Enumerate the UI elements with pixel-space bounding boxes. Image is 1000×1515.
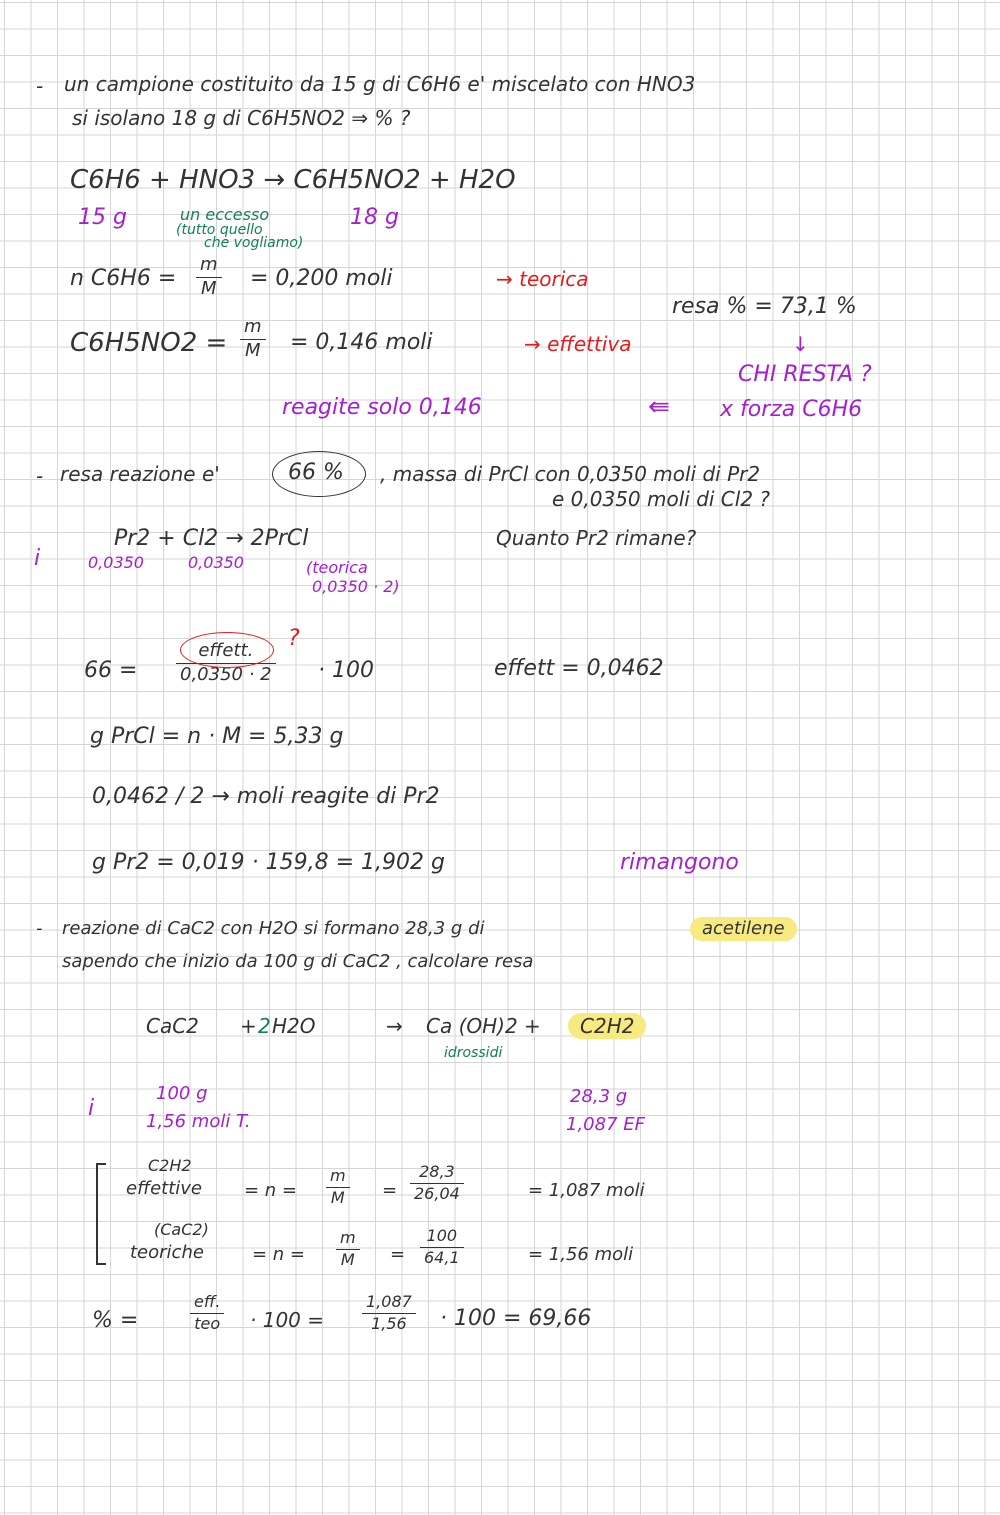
eff-value-fraction xyxy=(410,1164,464,1203)
eq-cac2: CaC2 xyxy=(146,1014,199,1038)
problem1-line1: un campione costituito da 15 g di C6H6 e' miscelato con HNO3 xyxy=(64,72,696,96)
hydroxides-note: idrossidi xyxy=(444,1045,503,1061)
eff-label: effettive xyxy=(126,1178,202,1199)
fraction-denominator: M xyxy=(245,339,261,361)
initial-label: i xyxy=(88,1096,95,1121)
g-pr2-calc: g Pr2 = 0,019 · 159,8 = 1,902 g xyxy=(92,850,445,875)
fraction-denominator: 64,1 xyxy=(424,1247,460,1267)
teo-species: (CaC2) xyxy=(154,1220,209,1239)
left-arrow-icon: ⇚ xyxy=(648,392,670,422)
pct-ratio-fraction xyxy=(190,1294,224,1333)
problem2-line1: resa reazione e' xyxy=(60,462,220,486)
eq-caoh2: Ca (OH)2 + xyxy=(426,1014,541,1038)
reacted-only-note: reagite solo 0,146 xyxy=(282,395,482,420)
circled-yield: 66 % xyxy=(288,460,344,485)
teo-value-fraction xyxy=(420,1228,464,1267)
acetylene-highlight: acetilene xyxy=(690,917,797,941)
yield-equation-times: · 100 xyxy=(318,658,374,683)
question-mark: ? xyxy=(288,626,300,651)
fraction-denominator: M xyxy=(330,1187,345,1207)
fraction-numerator: m xyxy=(326,1168,350,1188)
problem2-line1-rest: , massa di PrCl con 0,0350 moli di Pr2 xyxy=(380,462,761,486)
yield-equation-lhs: 66 = xyxy=(84,658,138,683)
eff-species: C2H2 xyxy=(148,1156,192,1175)
fraction-denominator: 0,0350 · 2 xyxy=(180,663,272,685)
product-mass: 28,3 g xyxy=(570,1086,628,1107)
eff-result: = 1,087 moli xyxy=(528,1180,645,1201)
pct-label: % = xyxy=(92,1308,139,1333)
eq-h2o: H2O xyxy=(272,1014,316,1038)
bullet-dash: - xyxy=(36,74,44,98)
grouping-bracket xyxy=(96,1163,106,1265)
problem1-line2: si isolano 18 g di C6H5NO2 ⇒ % ? xyxy=(72,106,411,130)
fraction-denominator: 26,04 xyxy=(414,1183,460,1203)
teo-result: = 1,56 moli xyxy=(528,1244,634,1265)
product-moles-label: C6H5NO2 = xyxy=(70,328,228,358)
pct-result: · 100 = 69,66 xyxy=(440,1306,592,1331)
excess-note-line1: un eccesso xyxy=(180,205,270,224)
initial-mass: 100 g xyxy=(156,1083,208,1104)
teo-label: teoriche xyxy=(130,1242,204,1263)
problem2-question: Quanto Pr2 rimane? xyxy=(496,526,697,550)
mass-over-molar-fraction-1 xyxy=(196,256,222,299)
product-moles-result: = 0,146 moli xyxy=(290,330,433,355)
problem3-line1: reazione di CaC2 con H2O si formano 28,3 g di xyxy=(62,918,485,939)
fraction-numerator: eff. xyxy=(190,1294,224,1314)
moles-reacted-calc: 0,0462 / 2 → moli reagite di Pr2 xyxy=(92,784,440,809)
fraction-numerator: m xyxy=(336,1230,360,1250)
bullet-dash: - xyxy=(36,464,44,488)
effett-result: effett = 0,0462 xyxy=(494,656,664,681)
fraction-denominator: 1,56 xyxy=(371,1313,407,1333)
pct-value-fraction xyxy=(362,1294,416,1333)
fraction-numerator: effett. xyxy=(176,642,276,664)
excess-note-line2: (tutto quello xyxy=(176,222,263,238)
pct-times: · 100 = xyxy=(250,1308,325,1332)
bullet-dash: - xyxy=(36,918,43,939)
fraction-numerator: m xyxy=(196,256,222,278)
initial-cl2: 0,0350 xyxy=(188,553,244,572)
fraction-denominator: M xyxy=(201,277,217,299)
actual-tag: → effettiva xyxy=(524,332,632,356)
g-prcl-calc: g PrCl = n · M = 5,33 g xyxy=(90,724,344,749)
problem1-mass-product: 18 g xyxy=(350,205,399,230)
fraction-numerator: 28,3 xyxy=(410,1164,464,1184)
remain-note: rimangono xyxy=(620,850,739,875)
problem1-equation: C6H6 + HNO3 → C6H5NO2 + H2O xyxy=(70,165,516,195)
problem3-line2: sapendo che inizio da 100 g di CaC2 , calcolare resa xyxy=(62,951,534,972)
initial-pr2: 0,0350 xyxy=(88,553,144,572)
fraction-numerator: m xyxy=(240,318,266,340)
eq-plus: + xyxy=(240,1014,257,1038)
teo-n: = n = xyxy=(252,1244,306,1265)
fraction-numerator: 1,087 xyxy=(362,1294,416,1314)
force-note: x forza C6H6 xyxy=(720,397,863,422)
problem2-line2: e 0,0350 moli di Cl2 ? xyxy=(552,487,771,511)
theoretical-note-line2: 0,0350 · 2) xyxy=(312,577,400,596)
product-moles: 1,087 EF xyxy=(566,1114,645,1135)
n-c6h6-result: = 0,200 moli xyxy=(250,266,393,291)
eff-equals: = xyxy=(382,1180,398,1201)
theoretical-note-line1: (teorica xyxy=(306,558,368,577)
who-remains-note: CHI RESTA ? xyxy=(738,362,872,387)
eq-arrow: → xyxy=(386,1014,403,1038)
n-c6h6-label: n C6H6 = xyxy=(70,266,177,291)
fraction-denominator: teo xyxy=(194,1313,221,1333)
teo-mass-fraction xyxy=(336,1230,360,1269)
eff-mass-fraction xyxy=(326,1168,350,1207)
problem1-mass-reactant: 15 g xyxy=(78,205,127,230)
fraction-numerator: 100 xyxy=(420,1228,464,1248)
problem2-equation: Pr2 + Cl2 → 2PrCl xyxy=(114,526,309,551)
fraction-denominator: M xyxy=(340,1249,355,1269)
theoretical-tag: → teorica xyxy=(496,267,589,291)
excess-note-line3: che vogliamo) xyxy=(204,235,304,251)
eff-n: = n = xyxy=(244,1180,298,1201)
teo-equals: = xyxy=(390,1244,406,1265)
initial-label: i xyxy=(34,546,41,571)
yield-result: resa % = 73,1 % xyxy=(672,294,857,319)
c2h2-highlight: C2H2 xyxy=(568,1013,646,1039)
eq-coefficient: 2 xyxy=(258,1014,271,1038)
down-arrow-icon: ↓ xyxy=(792,332,809,356)
mass-over-molar-fraction-2 xyxy=(240,318,266,361)
initial-moles: 1,56 moli T. xyxy=(146,1111,251,1132)
effett-circle xyxy=(180,632,274,668)
